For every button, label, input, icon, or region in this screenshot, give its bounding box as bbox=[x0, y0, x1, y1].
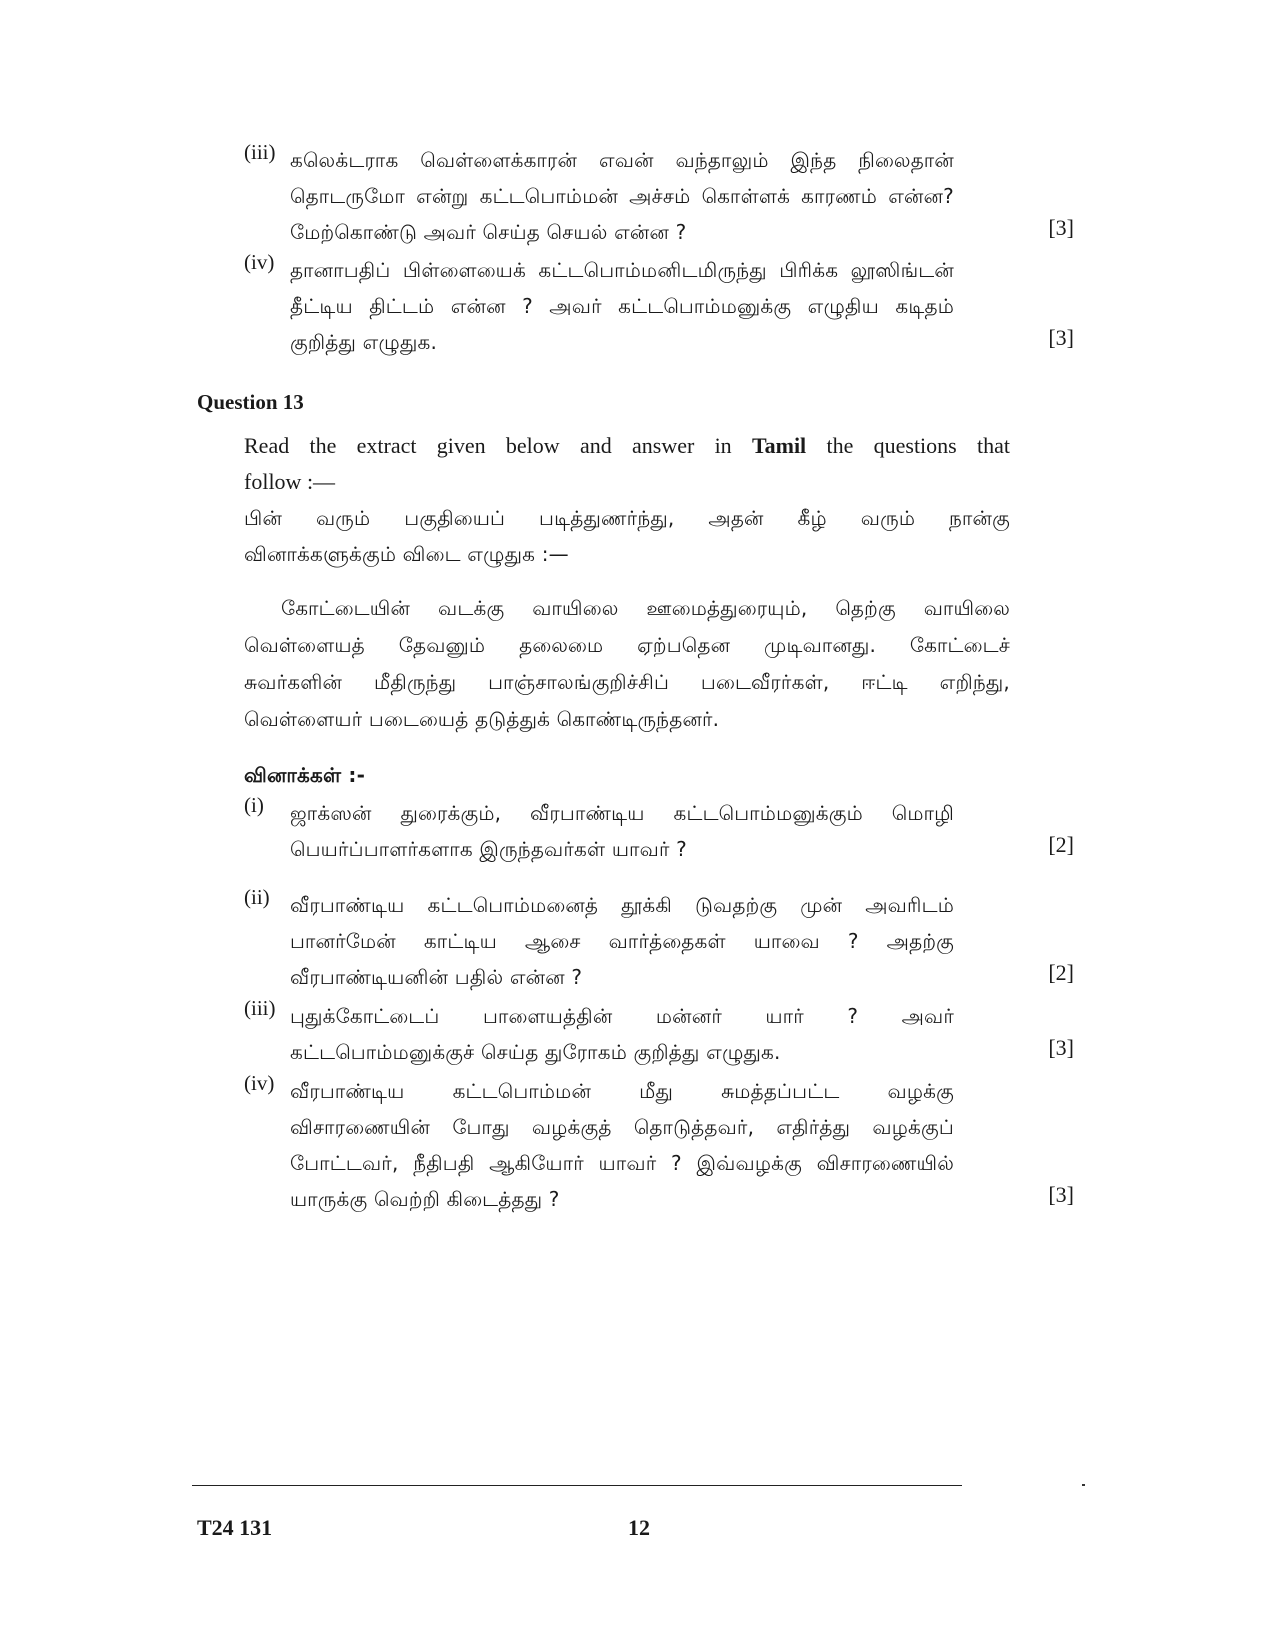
passage-extract bbox=[244, 590, 1010, 738]
item-number: (ii) bbox=[244, 885, 270, 909]
item-line: பெயர்ப்பாளர்களாக இருந்தவர்கள் யாவர் ? bbox=[290, 837, 687, 861]
instruction-english-post: the questions that bbox=[806, 433, 1010, 458]
instruction-english-pre: Read the extract given below and answer in bbox=[244, 433, 752, 458]
instruction-english bbox=[244, 428, 1010, 464]
footer-rule bbox=[192, 1485, 962, 1486]
passage-line: வெள்ளையர் படையைத் தடுத்துக் கொண்டிருந்தனர். bbox=[244, 707, 720, 731]
item-number: (i) bbox=[244, 793, 264, 817]
item-line: ஜாக்ஸன் துரைக்கும், வீரபாண்டிய கட்டபொம்மனுக்கும் மொழி bbox=[290, 801, 954, 825]
marks-label: [3] bbox=[1048, 1182, 1074, 1207]
q12-item-iii bbox=[244, 142, 1074, 250]
q13-item-i bbox=[244, 795, 1074, 867]
item-line: தொடருமோ என்று கட்டபொம்மன் அச்சம் கொள்ளக் காரணம் என்ன? bbox=[290, 184, 954, 208]
passage-line: சுவர்களின் மீதிருந்து பாஞ்சாலங்குறிச்சிப் படைவீரர்கள், ஈட்டி எறிந்து, bbox=[244, 670, 1010, 694]
item-line: தானாபதிப் பிள்ளையைக் கட்டபொம்மனிடமிருந்து பிரிக்க லூஸிங்டன் bbox=[290, 258, 954, 282]
item-number: (iv) bbox=[244, 250, 275, 274]
marks-label: [2] bbox=[1048, 960, 1074, 985]
item-line: பானர்மேன் காட்டிய ஆசை வார்த்தைகள் யாவை ? அதற்கு bbox=[290, 929, 954, 953]
item-line: வீரபாண்டியனின் பதில் என்ன ? bbox=[290, 965, 583, 989]
footer-page-number: 12 bbox=[628, 1515, 650, 1540]
item-line: புதுக்கோட்டைப் பாளையத்தின் மன்னர் யார் ? அவர் bbox=[290, 1004, 954, 1028]
passage-line: கோட்டையின் வடக்கு வாயிலை ஊமைத்துரையும், தெற்கு வாயிலை bbox=[281, 596, 1010, 620]
marks-label: [3] bbox=[1048, 1035, 1074, 1060]
q13-item-ii bbox=[244, 887, 1074, 995]
instruction-block bbox=[244, 428, 1010, 572]
footer-paper-code: T24 131 bbox=[197, 1515, 273, 1540]
item-line: விசாரணையின் போது வழக்குத் தொடுத்தவர், எதிர்த்து வழக்குப் bbox=[290, 1115, 954, 1139]
item-line: தீட்டிய திட்டம் என்ன ? அவர் கட்டபொம்மனுக்கு எழுதிய கடிதம் bbox=[290, 294, 954, 318]
item-line: வீரபாண்டிய கட்டபொம்மனைத் தூக்கி டுவதற்கு முன் அவரிடம் bbox=[290, 893, 954, 917]
marks-label: [2] bbox=[1048, 832, 1074, 857]
passage-line: வெள்ளையத் தேவனும் தலைமை ஏற்பதென முடிவானது. கோட்டைச் bbox=[244, 633, 1010, 657]
marks-label: [3] bbox=[1048, 325, 1074, 350]
item-line: யாருக்கு வெற்றி கிடைத்தது ? bbox=[290, 1187, 560, 1211]
item-line: குறித்து எழுதுக. bbox=[290, 330, 438, 354]
questions-heading: வினாக்கள் :- bbox=[244, 763, 366, 787]
item-number: (iii) bbox=[244, 996, 276, 1020]
instruction-english-line2: follow :— bbox=[244, 469, 336, 494]
item-number: (iii) bbox=[244, 140, 276, 164]
question-heading: Question 13 bbox=[197, 390, 304, 414]
item-line: மேற்கொண்டு அவர் செய்த செயல் என்ன ? bbox=[290, 220, 687, 244]
item-line: போட்டவர், நீதிபதி ஆகியோர் யாவர் ? இவ்வழக்கு விசாரணையில் bbox=[290, 1151, 954, 1175]
item-line: கட்டபொம்மனுக்குச் செய்த துரோகம் குறித்து எழுதுக. bbox=[290, 1040, 781, 1064]
instruction-tamil-line1: பின் வரும் பகுதியைப் படித்துணர்ந்து, அதன் கீழ் வரும் நான்கு bbox=[244, 506, 1010, 530]
q12-item-iv bbox=[244, 252, 1074, 360]
marks-label: [3] bbox=[1048, 215, 1074, 240]
item-line: கலெக்டராக வெள்ளைக்காரன் எவன் வந்தாலும் இந்த நிலைதான் bbox=[290, 148, 954, 172]
q13-item-iii bbox=[244, 998, 1074, 1070]
item-line: வீரபாண்டிய கட்டபொம்மன் மீது சுமத்தப்பட்ட வழக்கு bbox=[290, 1079, 954, 1103]
q13-item-iv bbox=[244, 1073, 1074, 1217]
item-number: (iv) bbox=[244, 1071, 275, 1095]
footer-mark bbox=[1082, 1484, 1085, 1486]
instruction-tamil-line2: வினாக்களுக்கும் விடை எழுதுக :— bbox=[244, 542, 569, 566]
instruction-english-bold: Tamil bbox=[751, 433, 807, 458]
